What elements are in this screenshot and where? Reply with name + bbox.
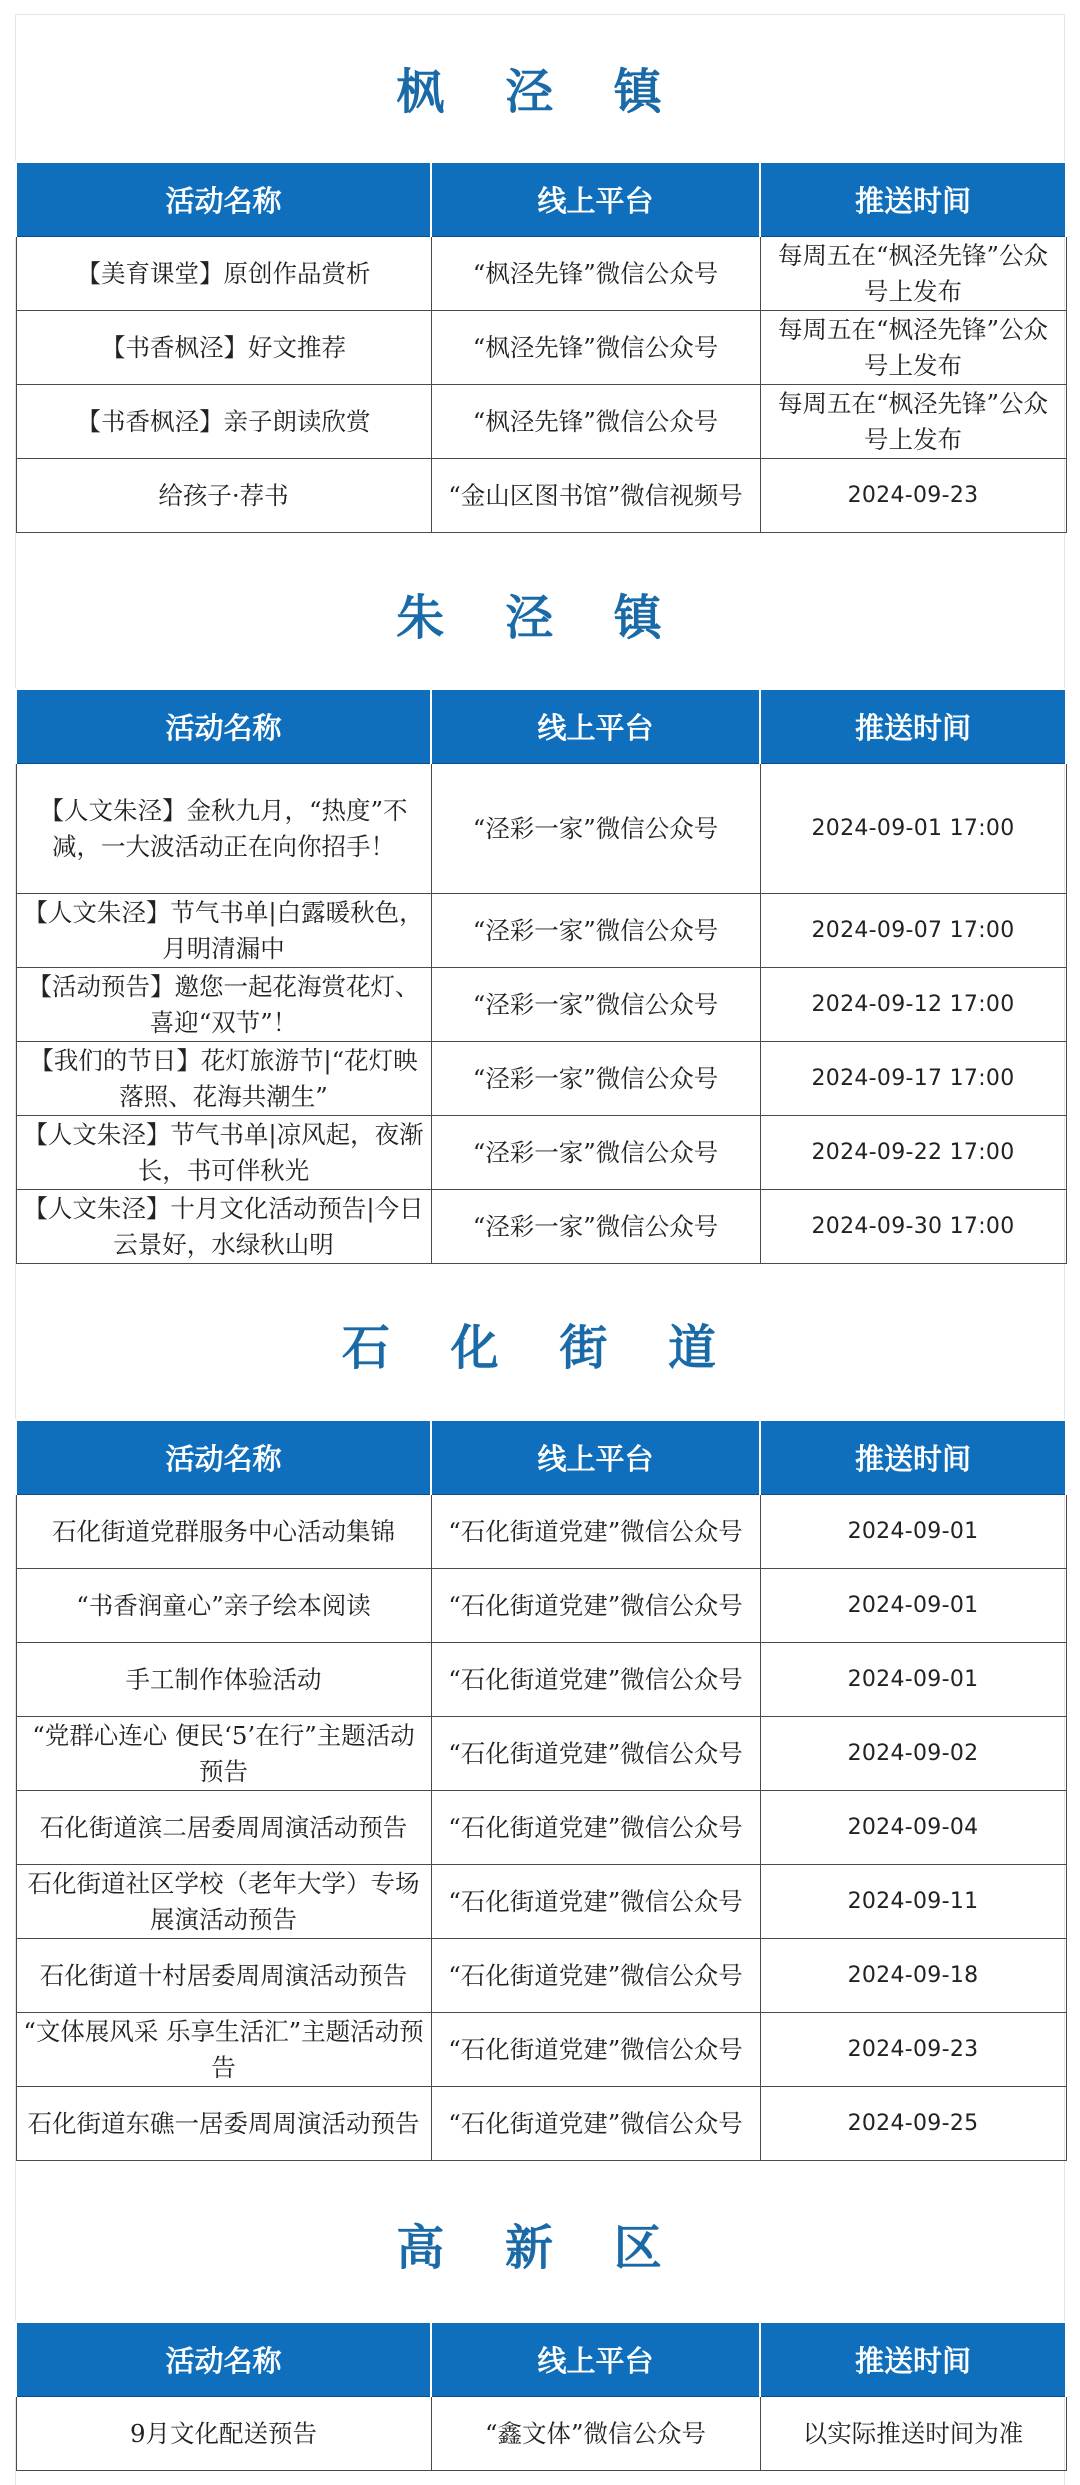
table-row (16, 385, 1066, 459)
cell-time: 2024-09-04 (760, 1791, 1066, 1865)
cell-platform: “石化街道党建”微信公众号 (431, 1495, 760, 1569)
cell-platform: “石化街道党建”微信公众号 (431, 1865, 760, 1939)
cell-name: 手工制作体验活动 (16, 1643, 431, 1717)
cell-time: 2024-09-12 17:00 (760, 968, 1066, 1042)
cell-name: 【书香枫泾】亲子朗读欣赏 (16, 385, 431, 459)
cell-platform: “泾彩一家”微信公众号 (431, 764, 760, 894)
cell-time: 2024-09-11 (760, 1865, 1066, 1939)
table-row (16, 1791, 1066, 1865)
cell-name: “书香润童心”亲子绘本阅读 (16, 1569, 431, 1643)
cell-name: 石化街道社区学校（老年大学）专场展演活动预告 (16, 1865, 431, 1939)
cell-platform: “石化街道党建”微信公众号 (431, 1939, 760, 2013)
cell-name: “党群心连心 便民‘5’在行”主题活动预告 (16, 1717, 431, 1791)
column-header-time: 推送时间 (760, 2322, 1066, 2397)
cell-platform: “泾彩一家”微信公众号 (431, 1116, 760, 1190)
column-header-name: 活动名称 (16, 689, 431, 764)
table-row (16, 2087, 1066, 2161)
activity-table-gaoxin (15, 2321, 1067, 2471)
cell-time: 2024-09-07 17:00 (760, 894, 1066, 968)
cell-platform: “泾彩一家”微信公众号 (431, 1190, 760, 1264)
table-row (16, 764, 1066, 894)
cell-name: 【人文朱泾】十月文化活动预告|今日云景好，水绿秋山明 (16, 1190, 431, 1264)
cell-time: 2024-09-18 (760, 1939, 1066, 2013)
cell-name: 【活动预告】邀您一起花海赏花灯、喜迎“双节”！ (16, 968, 431, 1042)
cell-time: 2024-09-02 (760, 1717, 1066, 1791)
activity-table-shihua (15, 1419, 1067, 2161)
cell-time: 2024-09-22 17:00 (760, 1116, 1066, 1190)
table-row (16, 311, 1066, 385)
table-row (16, 1643, 1066, 1717)
cell-name: 石化街道党群服务中心活动集锦 (16, 1495, 431, 1569)
table-row (16, 894, 1066, 968)
cell-platform: “石化街道党建”微信公众号 (431, 1791, 760, 1865)
cell-name: 石化街道十村居委周周演活动预告 (16, 1939, 431, 2013)
table-header-row (16, 2322, 1066, 2397)
column-header-name: 活动名称 (16, 1420, 431, 1495)
column-header-name: 活动名称 (16, 162, 431, 237)
table-row (16, 1865, 1066, 1939)
cell-name: 石化街道东礁一居委周周演活动预告 (16, 2087, 431, 2161)
cell-name: 石化街道滨二居委周周演活动预告 (16, 1791, 431, 1865)
cell-name: 【人文朱泾】节气书单|白露暖秋色，月明清漏中 (16, 894, 431, 968)
column-header-platform: 线上平台 (431, 689, 760, 764)
cell-time: 2024-09-23 (760, 2013, 1066, 2087)
column-header-platform: 线上平台 (431, 2322, 760, 2397)
table-row (16, 1190, 1066, 1264)
cell-name: 【我们的节日】花灯旅游节|“花灯映落照、花海共潮生” (16, 1042, 431, 1116)
column-header-platform: 线上平台 (431, 162, 760, 237)
cell-time: 以实际推送时间为准 (760, 2397, 1066, 2471)
cell-platform: “石化街道党建”微信公众号 (431, 2013, 760, 2087)
cell-platform: “枫泾先锋”微信公众号 (431, 311, 760, 385)
activity-table-zhujing (15, 688, 1067, 1264)
cell-name: 【书香枫泾】好文推荐 (16, 311, 431, 385)
column-header-name: 活动名称 (16, 2322, 431, 2397)
cell-name: 【人文朱泾】节气书单|凉风起，夜渐长，书可伴秋光 (16, 1116, 431, 1190)
cell-platform: “枫泾先锋”微信公众号 (431, 385, 760, 459)
cell-time: 每周五在“枫泾先锋”公众号上发布 (760, 385, 1066, 459)
table-row (16, 1717, 1066, 1791)
cell-platform: “石化街道党建”微信公众号 (431, 1717, 760, 1791)
table-row (16, 1116, 1066, 1190)
table-row (16, 1569, 1066, 1643)
cell-time: 2024-09-01 (760, 1495, 1066, 1569)
cell-time: 2024-09-01 17:00 (760, 764, 1066, 894)
cell-name: 9月文化配送预告 (16, 2397, 431, 2471)
table-row (16, 2397, 1066, 2471)
table-header-row (16, 1420, 1066, 1495)
column-header-time: 推送时间 (760, 1420, 1066, 1495)
cell-time: 每周五在“枫泾先锋”公众号上发布 (760, 237, 1066, 311)
cell-platform: “金山区图书馆”微信视频号 (431, 459, 760, 533)
section-title-gaoxin: 高 新 区 (396, 2220, 684, 2276)
cell-platform: “鑫文体”微信公众号 (431, 2397, 760, 2471)
cell-time: 2024-09-30 17:00 (760, 1190, 1066, 1264)
cell-platform: “泾彩一家”微信公众号 (431, 968, 760, 1042)
table-row (16, 1042, 1066, 1116)
cell-time: 2024-09-23 (760, 459, 1066, 533)
cell-platform: “石化街道党建”微信公众号 (431, 2087, 760, 2161)
cell-name: 【人文朱泾】金秋九月，“热度”不减，一大波活动正在向你招手！ (16, 764, 431, 894)
table-row (16, 459, 1066, 533)
section-title-zhujing: 朱 泾 镇 (396, 590, 684, 646)
cell-time: 2024-09-17 17:00 (760, 1042, 1066, 1116)
table-row (16, 1495, 1066, 1569)
table-row (16, 1939, 1066, 2013)
section-title-shihua: 石 化 街 道 (341, 1320, 739, 1376)
column-header-time: 推送时间 (760, 162, 1066, 237)
table-header-row (16, 162, 1066, 237)
table-row (16, 237, 1066, 311)
activity-table-fengjing (15, 161, 1067, 533)
cell-name: 给孩子·荐书 (16, 459, 431, 533)
table-header-row (16, 689, 1066, 764)
cell-platform: “石化街道党建”微信公众号 (431, 1569, 760, 1643)
cell-platform: “枫泾先锋”微信公众号 (431, 237, 760, 311)
cell-platform: “泾彩一家”微信公众号 (431, 1042, 760, 1116)
section-title-fengjing: 枫 泾 镇 (396, 64, 684, 120)
cell-time: 2024-09-01 (760, 1643, 1066, 1717)
cell-platform: “石化街道党建”微信公众号 (431, 1643, 760, 1717)
cell-time: 2024-09-01 (760, 1569, 1066, 1643)
cell-platform: “泾彩一家”微信公众号 (431, 894, 760, 968)
cell-name: 【美育课堂】原创作品赏析 (16, 237, 431, 311)
cell-time: 2024-09-25 (760, 2087, 1066, 2161)
table-row (16, 2013, 1066, 2087)
column-header-platform: 线上平台 (431, 1420, 760, 1495)
column-header-time: 推送时间 (760, 689, 1066, 764)
cell-time: 每周五在“枫泾先锋”公众号上发布 (760, 311, 1066, 385)
table-row (16, 968, 1066, 1042)
cell-name: “文体展风采 乐享生活汇”主题活动预告 (16, 2013, 431, 2087)
